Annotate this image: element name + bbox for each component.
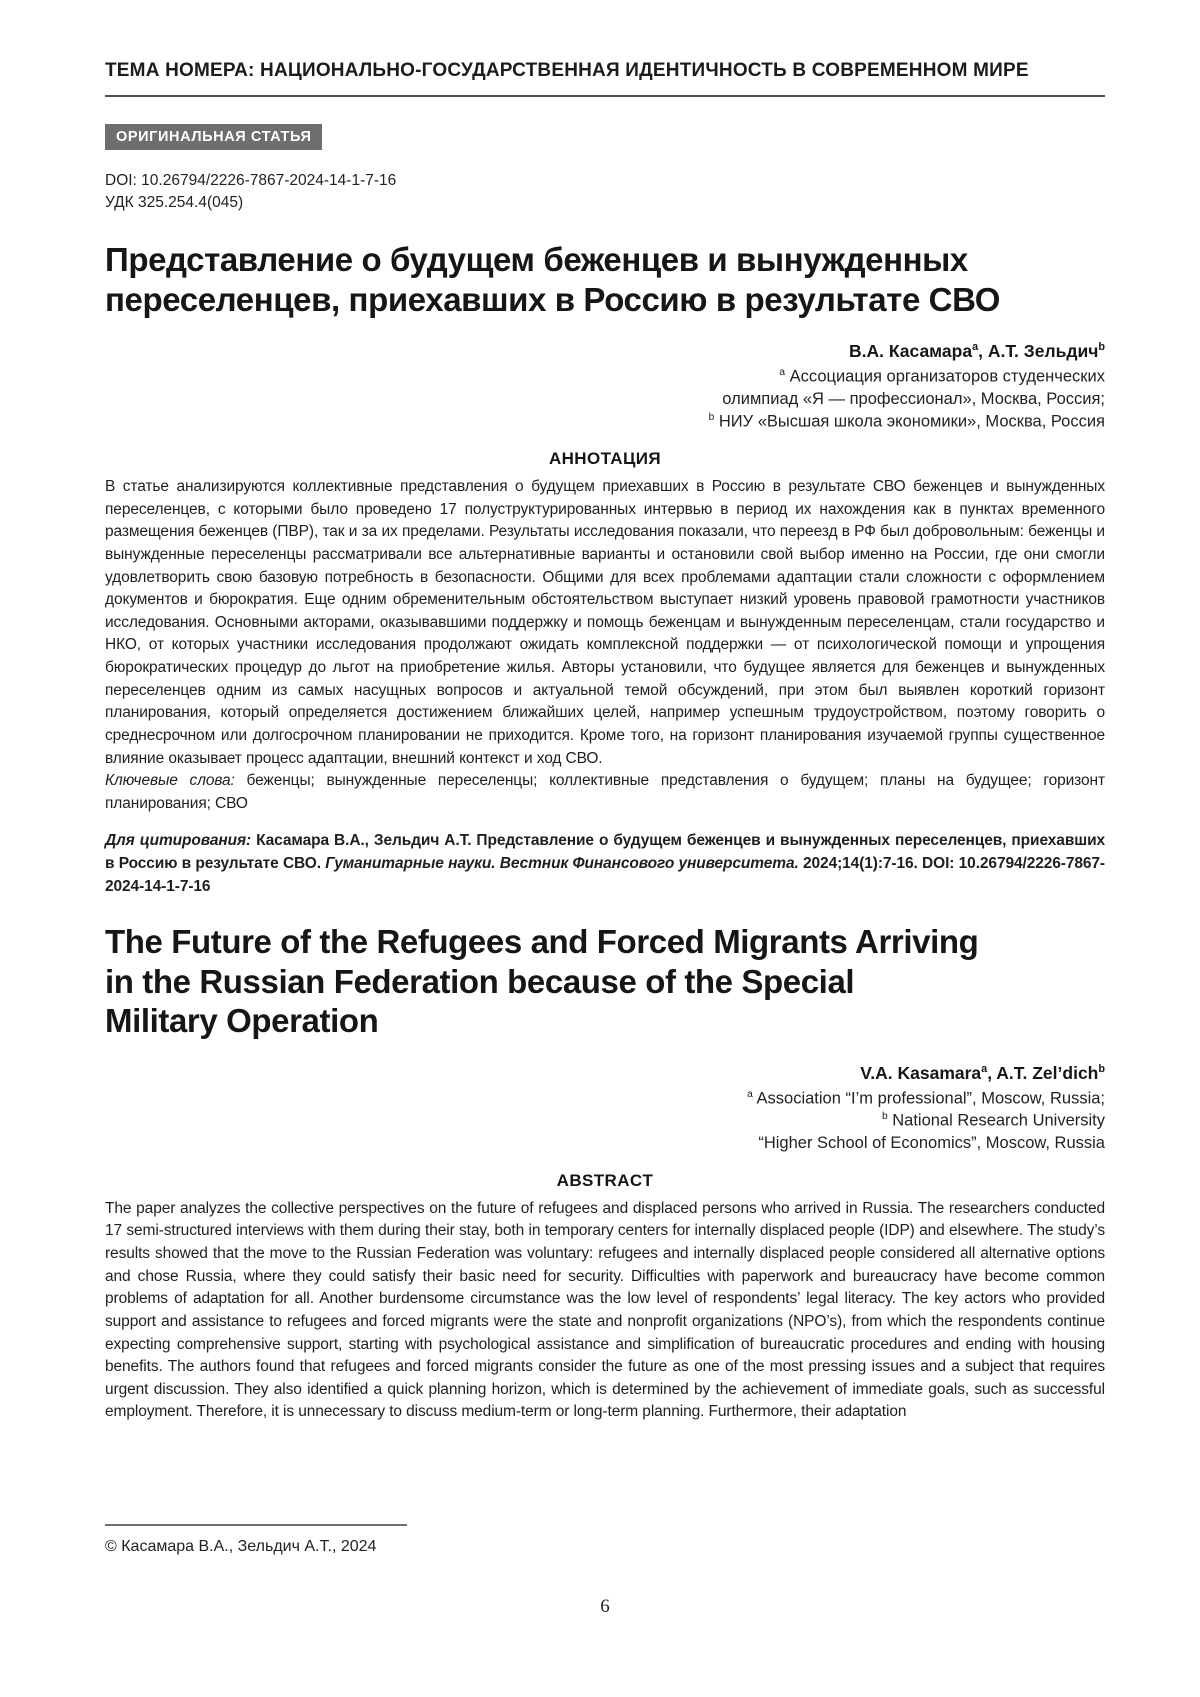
author-name: V.A. Kasamara (860, 1063, 982, 1084)
keywords-label: Ключевые слова: (105, 772, 235, 790)
abstract-heading-ru: АННОТАЦИЯ (548, 449, 662, 468)
keywords-text: беженцы; вынужденные переселенцы; коллективные представления о будущем; планы на будущее; горизонт планирования; СВО (105, 772, 1105, 812)
author-affiliation-marker: b (1098, 341, 1105, 354)
affiliation-line: $^a$ Ассоциация организаторов студенческих (779, 367, 1105, 386)
keywords-ru (105, 770, 1105, 815)
author-affiliation-marker: a (981, 1063, 988, 1076)
article-title-en: The Future of the Refugees and Forced Migrants Arriving in the Russian Federation because of the Special Military Operation (105, 923, 979, 1040)
affiliations-ru (105, 366, 1105, 433)
article-type-badge: ОРИГИНАЛЬНАЯ СТАТЬЯ (105, 124, 322, 150)
affiliation-marker: a (779, 367, 786, 379)
footnote-rule (105, 1524, 407, 1526)
authors-separator: , (978, 341, 988, 362)
affiliation-line: $^b$ National Research University (881, 1111, 1105, 1130)
header-rule (105, 95, 1105, 97)
doi-line: DOI: 10.26794/2226-7867-2024-14-1-7-16 (105, 172, 397, 189)
author-name: А.Т. Зельдич (987, 341, 1099, 362)
affiliation-line: “Higher School of Economics”, Moscow, Russia (758, 1133, 1105, 1152)
udk-line: УДК 325.254.4(045) (105, 194, 244, 211)
citation-block (105, 830, 1105, 898)
citation-label: Для цитирования: (105, 832, 252, 850)
affiliation-line: $^b$ НИУ «Высшая школа экономики», Москва, Россия (708, 411, 1105, 431)
author-name: A.T. Zel’dich (996, 1063, 1099, 1084)
affiliation-line: олимпиад «Я — профессионал», Москва, Россия; (722, 389, 1105, 408)
citation-issue-doi: 2024;14(1):7-16. DOI: 10.26794/2226-7867-2024-14-1-7-16 (105, 855, 1105, 895)
running-head-issue-topic: ТЕМА НОМЕРА: НАЦИОНАЛЬНО-ГОСУДАРСТВЕННАЯ ИДЕНТИЧНОСТЬ В СОВРЕМЕННОМ МИРЕ (105, 60, 1029, 81)
copyright-line: © Касамара В.А., Зельдич А.Т., 2024 (105, 1538, 377, 1555)
authors-line-ru (105, 341, 1105, 362)
abstract-text-en: The paper analyzes the collective perspectives on the future of refugees and displaced persons who arrived in Russia. The researchers conducted 17 semi-structured interviews with them during their stay, both in temporary centers for internally displaced people (IDP) and elsewhere. The study’s results showed that the move to the Russian Federation was voluntary: refugees and internally displaced people considered all alternative options and chose Russia, where they could satisfy their basic need for security. Difficulties with paperwork and bureaucracy have become common problems of adaptation for all. Another burdensome circumstance was the low level of respondents’ legal literacy. The key actors who provided support and assistance to refugees and forced migrants were the state and nonprofit organizations (NPO’s), from which the respondents continue expecting comprehensive support, starting with psychological assistance and simplification of bureaucratic procedures and ending with housing benefits. The authors found that refugees and forced migrants consider the future as one of the most pressing issues and a subject that requires urgent discussion. They also identified a quick planning horizon, which is determined by the achievement of immediate goals, such as successful employment. Therefore, it is unnecessary to discuss medium-term or long-term planning. Furthermore, their adaptation (105, 1199, 1105, 1421)
authors-line-en (105, 1063, 1105, 1084)
author-name: В.А. Касамара (849, 341, 973, 362)
article-title-ru: Представление о будущем беженцев и вынужденных переселенцев, приехавших в Россию в результате СВО (105, 241, 1000, 318)
author-affiliation-marker: b (1098, 1063, 1105, 1076)
affiliation-marker: a (747, 1089, 753, 1101)
citation-authors-title: Касамара В.А., Зельдич А.Т. Представление о будущем беженцев и вынужденных переселенцев, приехавших в Россию в результате СВО. (105, 832, 1106, 872)
abstract-text-ru: В статье анализируются коллективные представления о будущем приехавших в Россию в результате СВО беженцев и вынужденных переселенцев, с которыми было проведено 17 полуструктурированных интервью в период их нахождения как в пунктах временного размещения беженцев (ПВР), так и за их пределами. Результаты исследования показали, что переезд в РФ был добровольным: беженцы и вынужденные переселенцы рассматривали все альтернативные варианты и остановили свой выбор именно на России, где они смогли удовлетворить свою базовую потребность в безопасности. Общими для всех проблемами адаптации стали сложности с оформлением документов и бюрократия. Еще одним обременительным обстоятельством выступает низкий уровень правовой грамотности участников исследования. Основными акторами, оказывавшими поддержку и помощь беженцам и вынужденным переселенцам, стали государство и НКО, от которых участники исследования продолжают ожидать комплексной поддержки — от психологической помощи и упрощения бюрократических процедур до льгот на приобретение жилья. Авторы установили, что будущее является для беженцев и вынужденных переселенцев одним из самых насущных вопросов и актуальной темой обсуждений, при этом был выявлен короткий горизонт планирования, который определяется достижением ближайших целей, например успешным трудоустройством, поэтому говорить о среднесрочном или долгосрочном планировании не приходится. Кроме того, на горизонт планирования изучаемой группы существенное влияние оказывает процесс адаптации, внешний контекст и ход СВО. (105, 478, 1105, 767)
affiliation-marker: b (708, 411, 715, 423)
citation-journal: Гуманитарные науки. Вестник Финансового университета. (325, 855, 804, 872)
abstract-heading-en: ABSTRACT (556, 1170, 654, 1190)
affiliations-en (105, 1088, 1105, 1155)
article-identifiers (105, 170, 1105, 214)
affiliation-line: $^a$ Association “I’m professional”, Moscow, Russia; (747, 1089, 1105, 1108)
author-affiliation-marker: a (972, 341, 979, 354)
authors-separator: , (987, 1063, 997, 1084)
page-number: 6 (600, 1596, 610, 1617)
affiliation-marker: b (881, 1111, 888, 1123)
